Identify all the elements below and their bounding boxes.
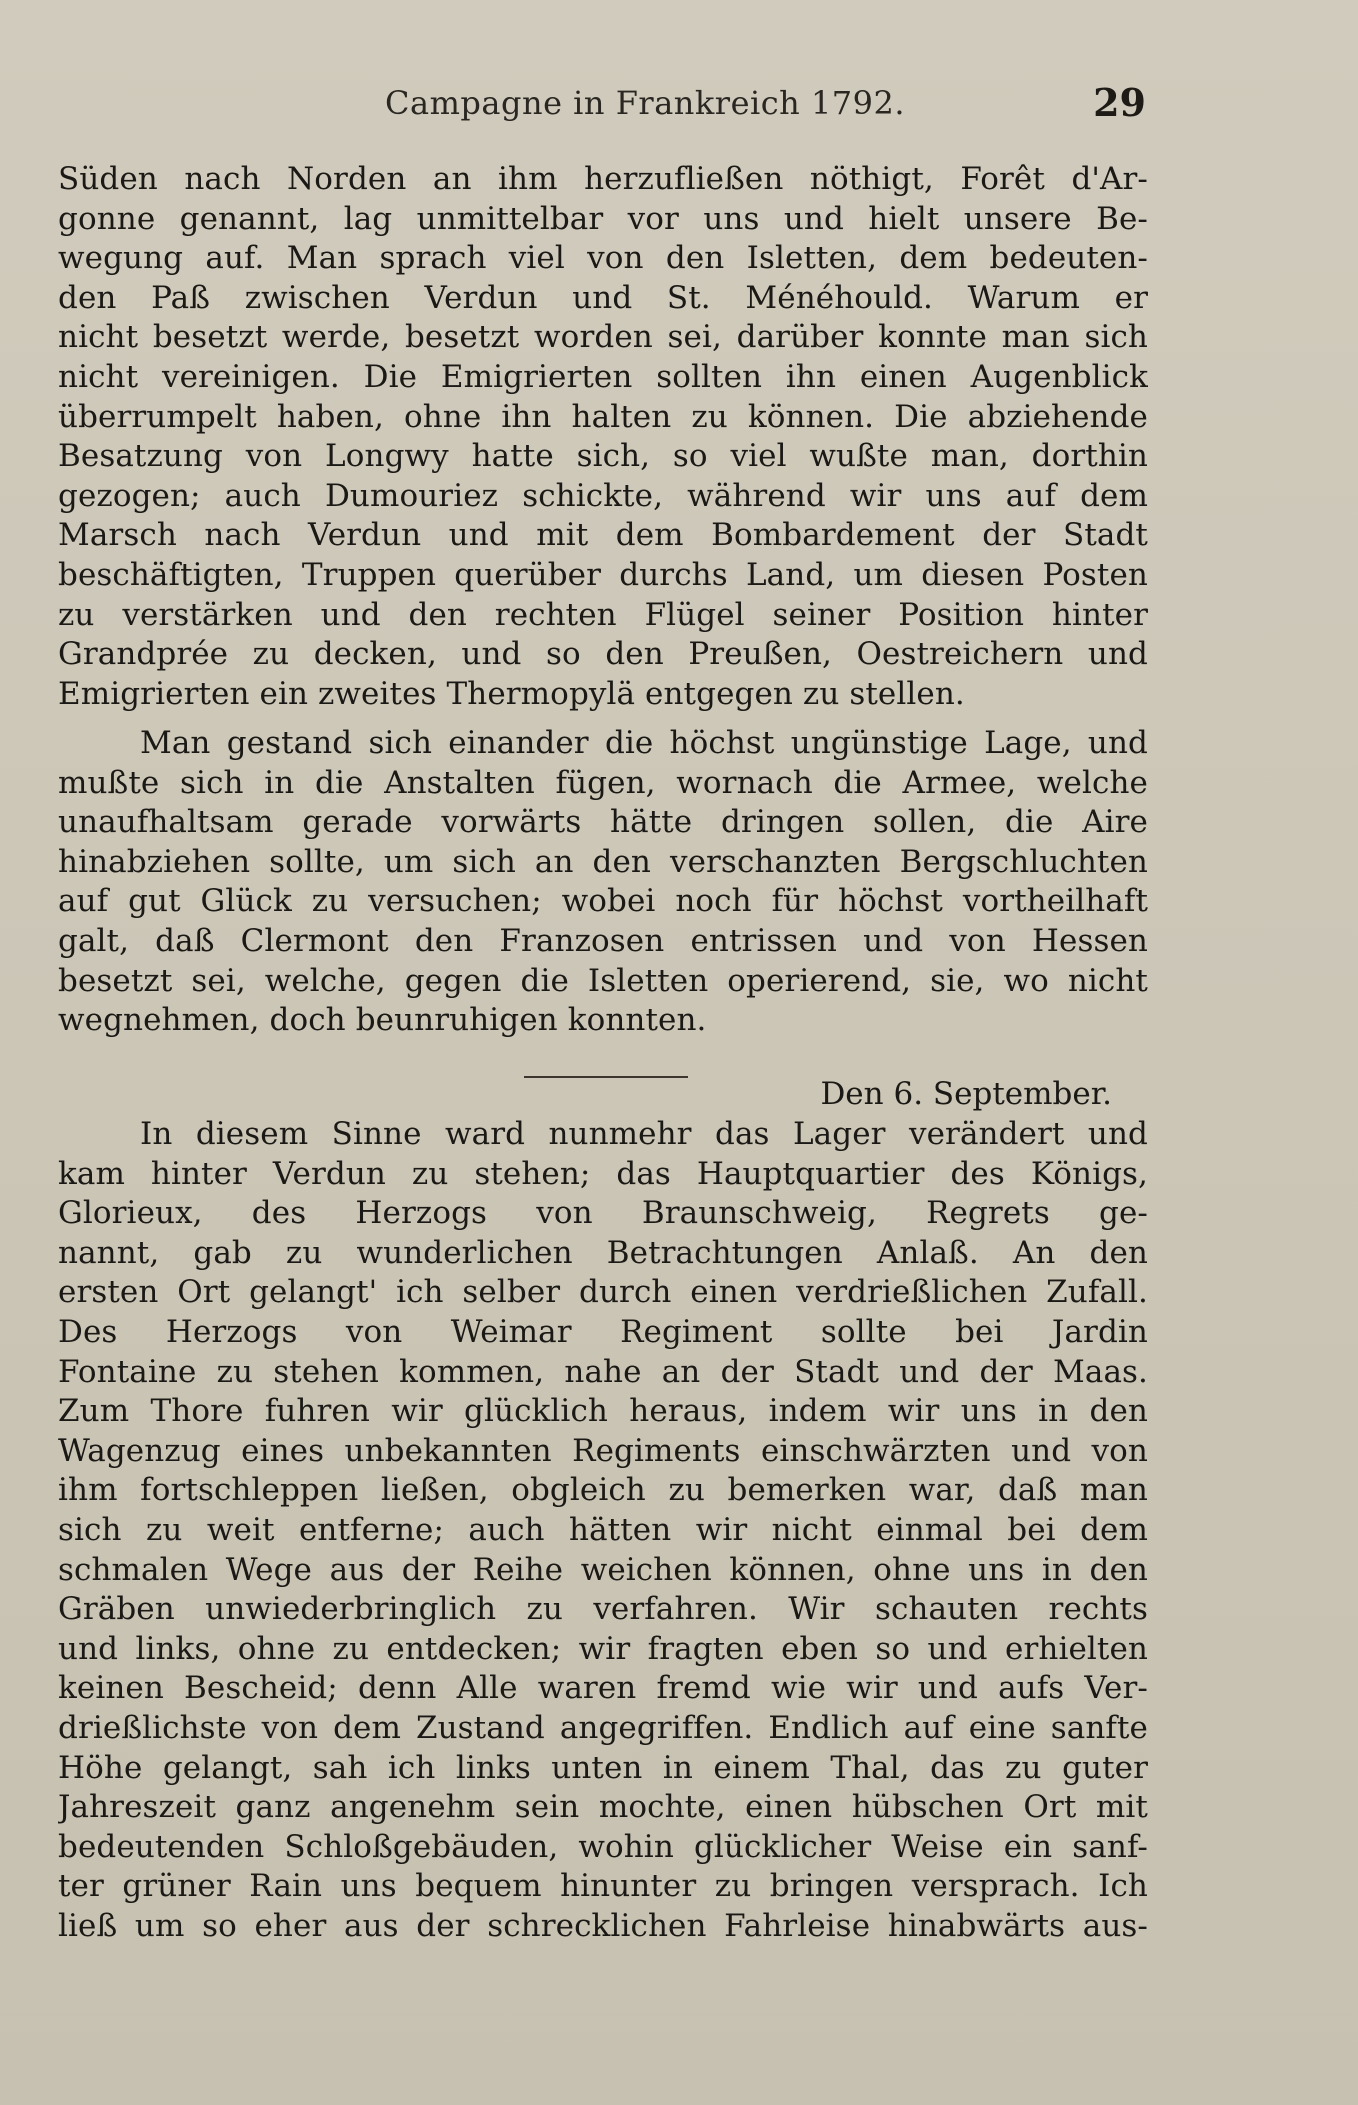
text-line: drießlichste von dem Zustand angegriffen. Endlich auf eine sanfte bbox=[58, 1709, 1148, 1746]
text-line: beschäftigten, Truppen querüber durchs Land, um diesen Posten bbox=[58, 556, 1148, 593]
text-line: Grandprée zu decken, und so den Preußen, Oestreichern und bbox=[58, 636, 1148, 673]
text-line: sich zu weit entferne; auch hätten wir nicht einmal bei dem bbox=[58, 1511, 1148, 1548]
text-line: gonne genannt, lag unmittelbar vor uns und hielt unsere Be- bbox=[58, 200, 1148, 237]
text-line: Des Herzogs von Weimar Regiment sollte bei Jardin bbox=[58, 1313, 1148, 1350]
text-line: nicht vereinigen. Die Emigrierten sollten ihn einen Augenblick bbox=[58, 358, 1148, 395]
text-line: galt, daß Clermont den Franzosen entrissen und von Hessen bbox=[58, 922, 1148, 959]
section-divider bbox=[524, 1076, 688, 1078]
text-line: Zum Thore fuhren wir glücklich heraus, indem wir uns in den bbox=[58, 1393, 1148, 1430]
text-line: ließ um so eher aus der schrecklichen Fahrleise hinabwärts aus- bbox=[58, 1907, 1148, 1944]
text-line: Man gestand sich einander die höchst ungünstige Lage, und bbox=[140, 725, 1148, 761]
text-line: In diesem Sinne ward nunmehr das Lager verändert und bbox=[140, 1116, 1148, 1152]
text-line: Emigrierten ein zweites Thermopylä entgegen zu stellen. bbox=[58, 675, 965, 712]
text-line: Höhe gelangt, sah ich links unten in einem Thal, das zu guter bbox=[58, 1749, 1148, 1786]
text-line: Wagenzug eines unbekannten Regiments einschwärzten und von bbox=[58, 1432, 1148, 1469]
text-line: mußte sich in die Anstalten fügen, wornach die Armee, welche bbox=[58, 764, 1148, 801]
page-header bbox=[0, 80, 1358, 130]
text-line: Marsch nach Verdun und mit dem Bombardement der Stadt bbox=[58, 517, 1148, 554]
paragraph-3 bbox=[58, 1115, 1148, 1946]
running-title: Campagne in Frankreich 1792. bbox=[385, 84, 906, 122]
text-line: wegnehmen, doch beunruhigen konnten. bbox=[58, 1002, 707, 1039]
page-number: 29 bbox=[1093, 80, 1146, 125]
text-line: Gräben unwiederbringlich zu verfahren. Wir schauten rechts bbox=[58, 1591, 1148, 1628]
text-line: Jahreszeit ganz angenehm sein mochte, einen hübschen Ort mit bbox=[58, 1789, 1148, 1826]
text-line: wegung auf. Man sprach viel von den Isletten, dem bedeuten- bbox=[58, 240, 1148, 277]
text-line: auf gut Glück zu versuchen; wobei noch für höchst vortheilhaft bbox=[58, 883, 1148, 920]
text-line: Fontaine zu stehen kommen, nahe an der Stadt und der Maas. bbox=[58, 1353, 1148, 1390]
text-line: Besatzung von Longwy hatte sich, so viel wußte man, dorthin bbox=[58, 438, 1148, 475]
text-line: ersten Ort gelangt' ich selber durch einen verdrießlichen Zufall. bbox=[58, 1274, 1148, 1311]
text-line: gezogen; auch Dumouriez schickte, während wir uns auf dem bbox=[58, 477, 1148, 514]
text-line: bedeutenden Schloßgebäuden, wohin glücklicher Weise ein sanf- bbox=[58, 1828, 1148, 1865]
text-line: ter grüner Rain uns bequem hinunter zu bringen versprach. Ich bbox=[58, 1868, 1148, 1905]
text-line: ihm fortschleppen ließen, obgleich zu bemerken war, daß man bbox=[58, 1472, 1148, 1509]
text-line: Glorieux, des Herzogs von Braunschweig, Regrets ge- bbox=[58, 1195, 1148, 1232]
text-line: zu verstärken und den rechten Flügel seiner Position hinter bbox=[58, 596, 1148, 633]
text-line: schmalen Wege aus der Reihe weichen können, ohne uns in den bbox=[58, 1551, 1148, 1588]
text-line: Süden nach Norden an ihm herzufließen nöthigt, Forêt d'Ar- bbox=[58, 161, 1148, 197]
paragraph-1 bbox=[58, 160, 1148, 714]
text-line: keinen Bescheid; denn Alle waren fremd wie wir und aufs Ver- bbox=[58, 1670, 1148, 1707]
paragraph-2 bbox=[58, 724, 1148, 1041]
text-line: überrumpelt haben, ohne ihn halten zu können. Die abziehende bbox=[58, 398, 1148, 435]
text-line: nannt, gab zu wunderlichen Betrachtungen Anlaß. An den bbox=[58, 1234, 1148, 1271]
text-line: kam hinter Verdun zu stehen; das Hauptquartier des Königs, bbox=[58, 1155, 1148, 1192]
text-line: nicht besetzt werde, besetzt worden sei, darüber konnte man sich bbox=[58, 319, 1148, 356]
text-line: den Paß zwischen Verdun und St. Ménéhould. Warum er bbox=[58, 279, 1148, 316]
text-line: und links, ohne zu entdecken; wir fragten eben so und erhielten bbox=[58, 1630, 1148, 1667]
dateline: Den 6. September. bbox=[820, 1076, 1112, 1112]
text-line: unaufhaltsam gerade vorwärts hätte dringen sollen, die Aire bbox=[58, 804, 1148, 841]
text-line: besetzt sei, welche, gegen die Isletten operierend, sie, wo nicht bbox=[58, 962, 1148, 999]
text-line: hinabziehen sollte, um sich an den verschanzten Bergschluchten bbox=[58, 843, 1148, 880]
